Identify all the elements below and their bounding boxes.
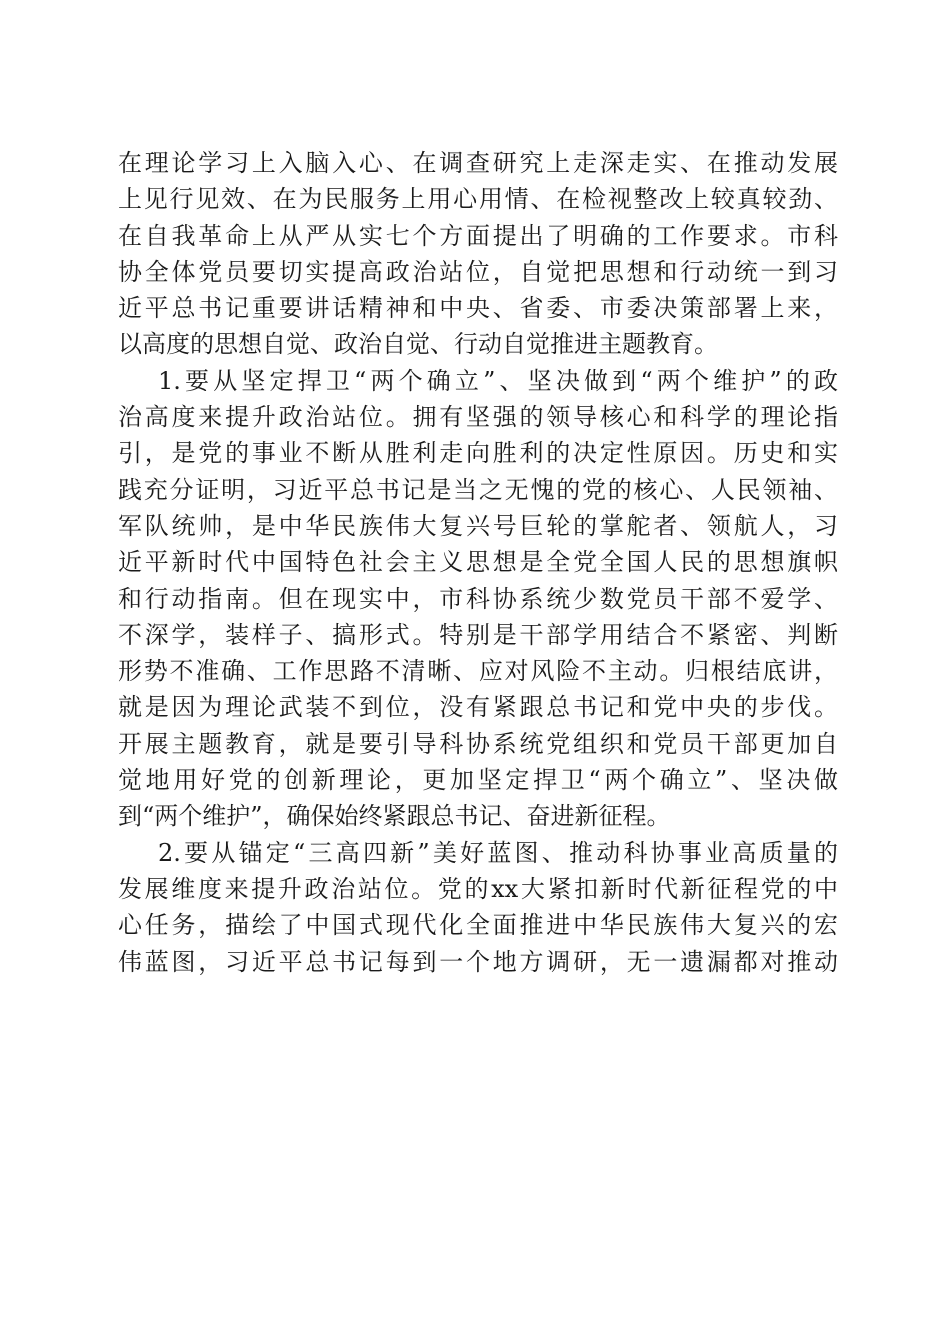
text-line: 伟蓝图，习近平总书记每到一个地方调研，无一遗漏都对推动 <box>118 947 838 976</box>
text-line: 1.要从坚定捍卫“两个确立”、坚决做到“两个维护”的政 <box>158 366 838 395</box>
text-line: 开展主题教育，就是要引导科协系统党组织和党员干部更加自 <box>118 729 838 758</box>
text-line: 不深学，装样子、搞形式。特别是干部学用结合不紧密、判断 <box>118 620 838 649</box>
text-line: 心任务，描绘了中国式现代化全面推进中华民族伟大复兴的宏 <box>118 911 838 940</box>
text-line: 形势不准确、工作思路不清晰、应对风险不主动。归根结底讲， <box>118 657 838 686</box>
text-line: 在自我革命上从严从实七个方面提出了明确的工作要求。市科 <box>118 221 838 250</box>
text-line: 近平总书记重要讲话精神和中央、省委、市委决策部署上来， <box>118 294 838 323</box>
text-line: 近平新时代中国特色社会主义思想是全党全国人民的思想旗帜 <box>118 548 838 577</box>
text-line: 协全体党员要切实提高政治站位，自觉把思想和行动统一到习 <box>118 257 838 286</box>
text-line: 到“两个维护”，确保始终紧跟总书记、奋进新征程。 <box>118 802 671 831</box>
text-line: 觉地用好党的创新理论，更加坚定捍卫“两个确立”、坚决做 <box>118 766 838 795</box>
text-line: 发展维度来提升政治站位。党的xx大紧扣新时代新征程党的中 <box>118 874 838 903</box>
text-line: 践充分证明，习近平总书记是当之无愧的党的核心、人民领袖、 <box>118 475 838 504</box>
text-line: 引，是党的事业不断从胜利走向胜利的决定性原因。历史和实 <box>118 439 838 468</box>
text-line: 在理论学习上入脑入心、在调查研究上走深走实、在推动发展 <box>118 149 838 177</box>
text-line: 2.要从锚定“三高四新”美好蓝图、推动科协事业高质量的 <box>158 838 838 867</box>
text-line: 就是因为理论武装不到位，没有紧跟总书记和党中央的步伐。 <box>118 693 838 722</box>
text-line: 治高度来提升政治站位。拥有坚强的领导核心和科学的理论指 <box>118 403 838 432</box>
document-body <box>118 145 838 980</box>
text-line: 以高度的思想自觉、政治自觉、行动自觉推进主题教育。 <box>118 330 718 359</box>
text-line: 上见行见效、在为民服务上用心用情、在检视整改上较真较劲、 <box>118 185 838 214</box>
text-line: 和行动指南。但在现实中，市科协系统少数党员干部不爱学、 <box>118 584 838 613</box>
text-line: 军队统帅，是中华民族伟大复兴号巨轮的掌舵者、领航人，习 <box>118 511 838 540</box>
